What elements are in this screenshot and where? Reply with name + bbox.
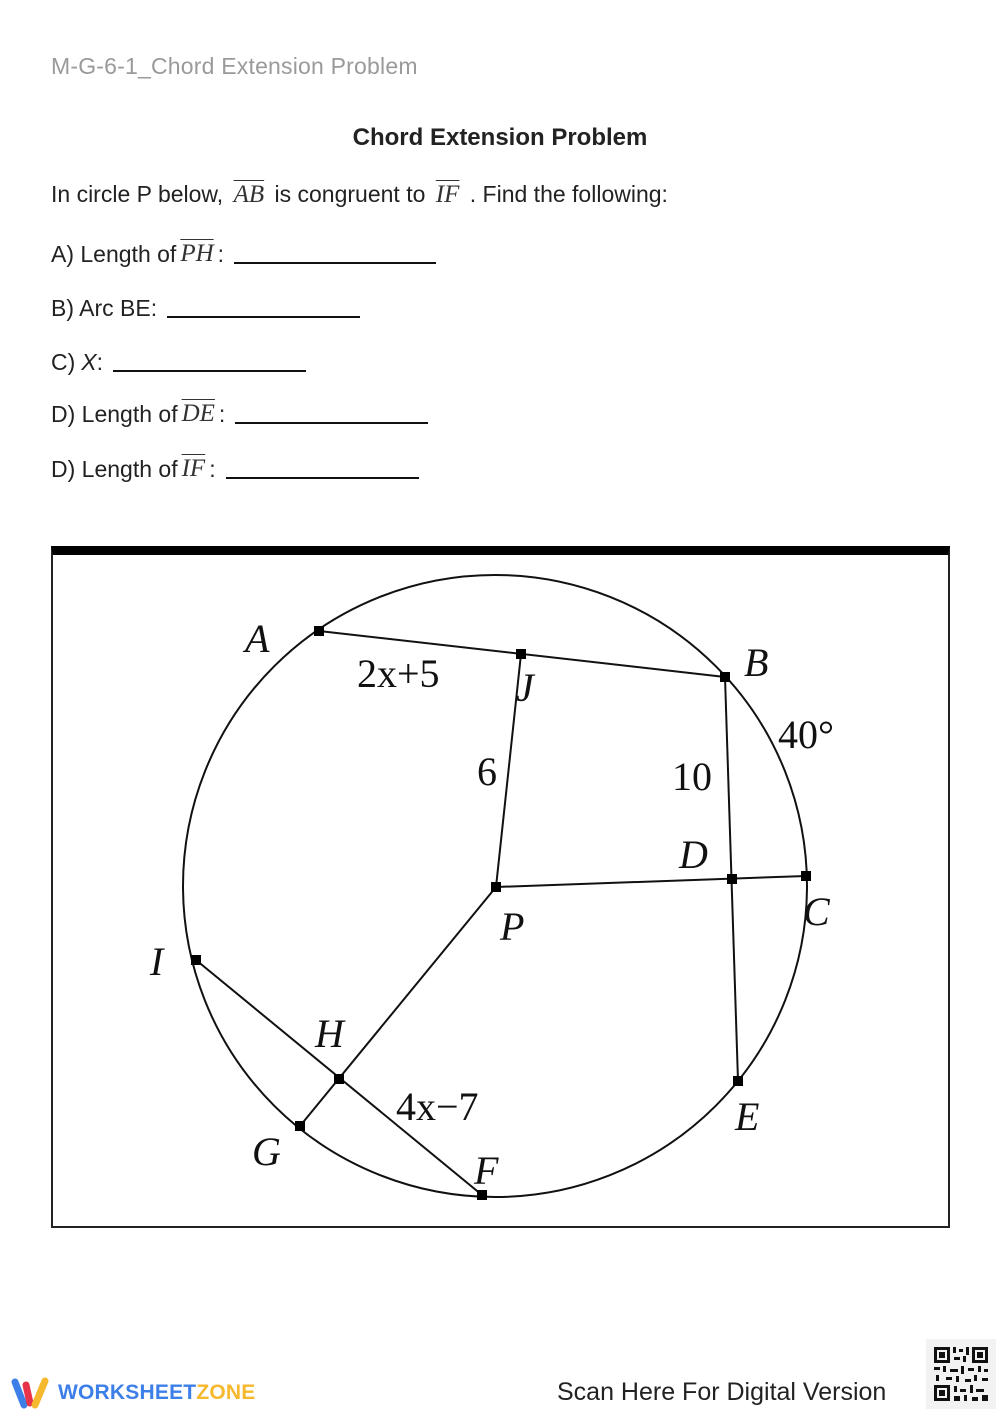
measure-bd: 10 — [672, 754, 712, 799]
point-g-marker — [295, 1121, 305, 1131]
label-c: C — [803, 889, 830, 934]
question-c-label: C) — [51, 349, 76, 375]
point-j-marker — [516, 649, 526, 659]
label-p: P — [500, 904, 525, 949]
point-d-marker — [727, 874, 737, 884]
scan-instruction: Scan Here For Digital Version — [557, 1378, 887, 1406]
point-i-marker — [191, 955, 201, 965]
measure-pj: 6 — [477, 749, 497, 794]
question-d1-colon: : — [218, 401, 226, 427]
segment-ph: $\overline{PH}$ — [180, 240, 214, 267]
label-i: I — [150, 939, 164, 984]
intro-prefix: In circle P below, — [51, 181, 224, 207]
worksheetzone-logo[interactable] — [10, 1376, 255, 1410]
label-d: D — [679, 832, 708, 877]
segment-if: $\overline{IF}$ — [435, 181, 460, 208]
qr-code-icon[interactable] — [926, 1339, 996, 1409]
w-logo-icon — [10, 1376, 52, 1410]
brand-name — [58, 1381, 255, 1405]
label-a: A — [245, 616, 270, 661]
question-b-label: B) Arc BE: — [51, 295, 158, 321]
question-a-colon: : — [217, 241, 225, 267]
worksheet-title: Chord Extension Problem — [352, 124, 648, 151]
label-g: G — [252, 1129, 281, 1174]
measure-aj: 2x+5 — [357, 651, 440, 696]
point-p-marker — [491, 882, 501, 892]
segment-de: $\overline{DE}$ — [181, 400, 215, 427]
point-h-marker — [334, 1074, 344, 1084]
intro-suffix: . Find the following: — [469, 181, 668, 207]
point-a-marker — [314, 626, 324, 636]
variable-x: X — [81, 349, 97, 375]
label-b: B — [744, 640, 769, 685]
point-c-marker — [801, 871, 811, 881]
label-f: F — [474, 1148, 499, 1193]
question-c-colon: : — [96, 349, 104, 375]
question-a-label: A) Length of — [51, 241, 177, 267]
segment-pc — [496, 876, 806, 887]
measure-hf: 4x−7 — [396, 1084, 479, 1129]
measure-arc-bc: 40° — [778, 712, 834, 757]
document-id-label: M-G-6-1_Chord Extension Problem — [51, 53, 418, 79]
segment-ab: $\overline{AB}$ — [233, 181, 265, 208]
label-h: H — [315, 1011, 344, 1056]
brand-name-part2: ZONE — [196, 1381, 256, 1404]
label-e: E — [735, 1094, 760, 1139]
point-e-marker — [733, 1076, 743, 1086]
intro-middle: is congruent to — [274, 181, 426, 207]
question-d2-colon: : — [209, 456, 216, 482]
point-b-marker — [720, 672, 730, 682]
question-d2-label: D) Length of — [51, 456, 178, 482]
segment-if-question: $\overline{IF}$ — [181, 455, 206, 482]
brand-name-part1: WORKSHEET — [58, 1381, 197, 1404]
label-j: J — [516, 665, 534, 710]
question-d1-label: D) Length of — [51, 401, 178, 427]
